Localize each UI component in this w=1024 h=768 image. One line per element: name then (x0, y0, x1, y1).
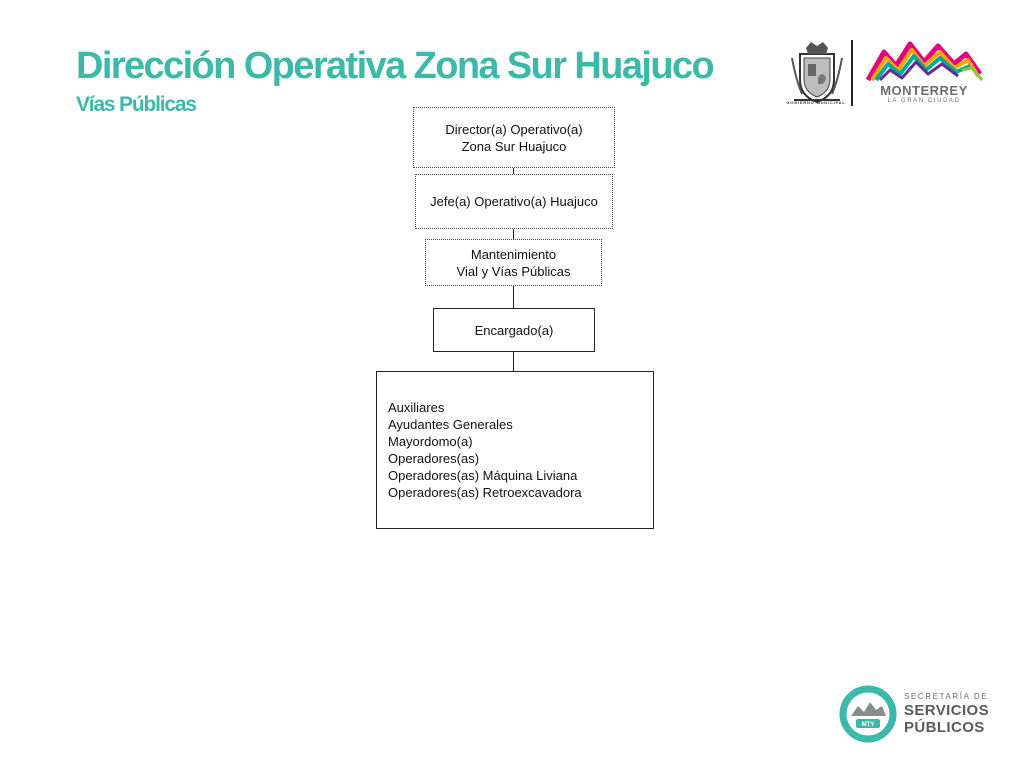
staff-item: Operadores(as) Retroexcavadora (388, 485, 582, 500)
mantenimiento-title: Mantenimiento (470, 246, 557, 262)
page-subtitle: Vías Públicas (76, 93, 196, 116)
servicios-badge-text: MTY (861, 722, 875, 728)
encargado-title: Encargado(a) (474, 322, 554, 338)
mantenimiento-subtitle: Vial y Vías Públicas (456, 263, 571, 279)
director-title: Director(a) Operativo(a) (445, 121, 583, 137)
staff-item: Mayordomo(a) (388, 434, 473, 449)
servicios-line3: PÚBLICOS (904, 719, 985, 736)
servicios-publicos-logo (838, 684, 898, 744)
servicios-line1: SECRETARÍA DE (904, 692, 989, 701)
staff-item: Auxiliares (388, 400, 445, 415)
servicios-line2: SERVICIOS (904, 702, 990, 719)
jefe-title: Jefe(a) Operativo(a) Huajuco (430, 194, 598, 209)
monterrey-tagline: LA GRAN CIUDAD (887, 98, 961, 104)
page-title: Dirección Operativa Zona Sur Huajuco (76, 45, 714, 87)
org-node-jefe (415, 174, 613, 229)
monterrey-wordmark: MONTERREY (880, 83, 968, 98)
logo-divider (851, 40, 853, 106)
staff-item: Operadores(as) Máquina Liviana (388, 468, 578, 483)
org-node-staff (376, 371, 654, 529)
org-node-encargado (433, 308, 595, 352)
connector-mantenimiento-encargado (513, 286, 514, 308)
org-node-director (413, 107, 615, 168)
coat-of-arms-logo (786, 40, 848, 108)
staff-item: Ayudantes Generales (388, 417, 513, 432)
org-node-mantenimiento (425, 239, 602, 286)
connector-jefe-mantenimiento (513, 229, 514, 239)
gobierno-caption: GOBIERNO MUNICIPAL (786, 100, 846, 105)
staff-item: Operadores(as) (388, 451, 480, 466)
connector-encargado-staff (513, 352, 514, 371)
director-zone: Zona Sur Huajuco (461, 138, 567, 154)
